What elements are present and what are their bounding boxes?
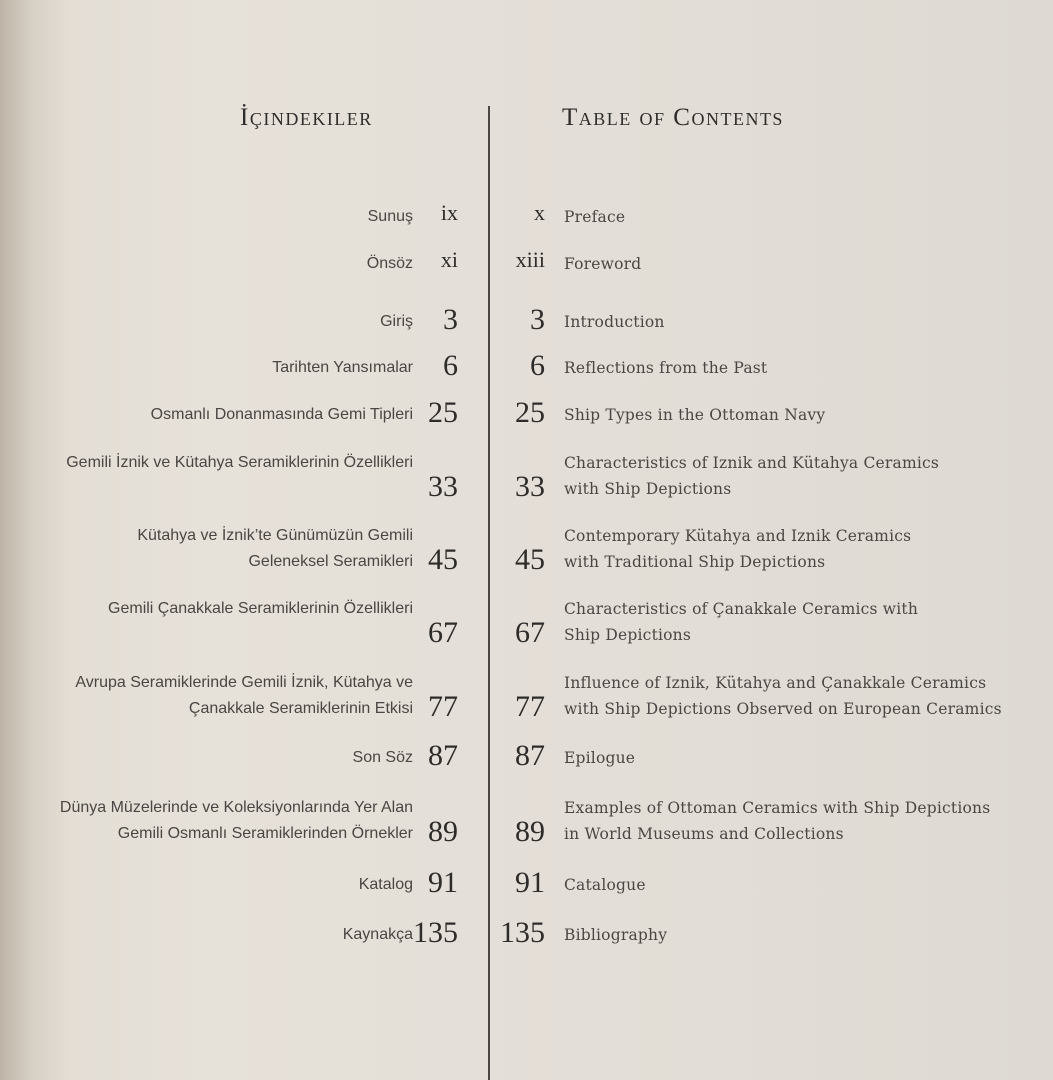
page-number-english: 67 <box>515 616 545 649</box>
toc-title-turkish <box>367 251 413 277</box>
title-line: Catalogue <box>564 876 646 894</box>
toc-title-english <box>564 251 641 277</box>
page-number-turkish: 67 <box>428 616 458 649</box>
page-number-turkish: 33 <box>428 470 458 503</box>
title-line: Characteristics of Çanakkale Ceramics with <box>564 600 919 618</box>
heading-turkish: İçindekiler <box>240 104 373 131</box>
toc-title-english <box>564 523 911 575</box>
title-line: Gemili İznik ve Kütahya Seramiklerinin Özellikleri <box>66 454 413 471</box>
page-number-turkish: 91 <box>428 866 458 899</box>
page-number-english: 3 <box>530 303 545 336</box>
title-line: Kütahya ve İznik’te Günümüzün Gemili <box>137 527 413 544</box>
title-line: Gemili Osmanlı Seramiklerinden Örnekler <box>117 825 413 842</box>
title-line: with Ship Depictions <box>564 480 732 498</box>
toc-title-english <box>564 922 667 948</box>
column-divider <box>488 106 490 1080</box>
page-number-english: 77 <box>515 690 545 723</box>
page-number-english: xiii <box>515 247 545 272</box>
toc-title-english <box>564 355 767 381</box>
toc-title-english <box>564 596 918 648</box>
page-number-turkish: 89 <box>428 815 458 848</box>
title-line: Ship Depictions <box>564 626 692 644</box>
toc-title-turkish <box>353 745 413 771</box>
page-number-english: 89 <box>515 815 545 848</box>
toc-title-turkish <box>108 596 413 622</box>
page-number-turkish: 87 <box>428 739 458 772</box>
heading-english: Table of Contents <box>562 104 784 131</box>
toc-title-english <box>564 795 990 847</box>
page-number-english: 25 <box>515 396 545 429</box>
page-number-english: 33 <box>515 470 545 503</box>
page-number-turkish: ix <box>440 200 458 225</box>
toc-title-english <box>564 204 625 230</box>
page-number-english: 6 <box>530 349 545 382</box>
page-number-turkish: 25 <box>428 396 458 429</box>
title-line: Osmanlı Donanmasında Gemi Tipleri <box>150 406 413 423</box>
toc-title-english <box>564 402 825 428</box>
title-line: Contemporary Kütahya and Iznik Ceramics <box>564 527 912 545</box>
page-number-turkish: xi <box>440 247 458 272</box>
toc-title-turkish <box>75 670 413 722</box>
title-line: Dünya Müzelerinde ve Koleksiyonlarında Yer Alan <box>59 799 413 816</box>
page-number-english: 87 <box>515 739 545 772</box>
title-line: Giriş <box>380 313 413 330</box>
toc-title-english <box>564 309 665 335</box>
toc-title-turkish <box>368 204 413 230</box>
toc-title-turkish <box>60 795 413 847</box>
page-number-turkish: 45 <box>428 543 458 576</box>
toc-title-turkish <box>151 402 413 428</box>
page-number-turkish: 135 <box>413 916 458 949</box>
title-line: Examples of Ottoman Ceramics with Ship Depictions <box>564 799 991 817</box>
title-line: Önsöz <box>366 255 413 272</box>
title-line: Avrupa Seramiklerinde Gemili İznik, Kütahya ve <box>75 674 413 691</box>
toc-title-turkish <box>272 355 413 381</box>
page-number-turkish: 77 <box>428 690 458 723</box>
page-number-english: 91 <box>515 866 545 899</box>
toc-title-english <box>564 450 939 502</box>
toc-title-turkish <box>380 309 413 335</box>
title-line: Kaynakça <box>342 926 413 943</box>
title-line: Sunuş <box>367 208 413 225</box>
page-number-turkish: 3 <box>443 303 458 336</box>
title-line: Ship Types in the Ottoman Navy <box>564 406 826 424</box>
toc-title-english <box>564 670 1002 722</box>
title-line: Characteristics of Iznik and Kütahya Ceramics <box>564 454 940 472</box>
page-number-turkish: 6 <box>443 349 458 382</box>
title-line: Foreword <box>564 255 642 273</box>
title-line: Influence of Iznik, Kütahya and Çanakkale Ceramics <box>564 674 987 692</box>
title-line: Katalog <box>358 876 413 893</box>
title-line: Bibliography <box>564 926 668 944</box>
toc-title-turkish <box>359 872 413 898</box>
title-line: with Traditional Ship Depictions <box>564 553 826 571</box>
title-line: Gemili Çanakkale Seramiklerinin Özellikleri <box>108 600 413 617</box>
toc-title-english <box>564 745 635 771</box>
title-line: Tarihten Yansımalar <box>272 359 413 376</box>
title-line: Son Söz <box>352 749 413 766</box>
title-line: Çanakkale Seramiklerinin Etkisi <box>188 700 413 717</box>
title-line: Epilogue <box>564 749 636 767</box>
toc-title-english <box>564 872 646 898</box>
page-number-english: x <box>534 200 545 225</box>
title-line: Introduction <box>564 313 665 331</box>
title-line: with Ship Depictions Observed on European Ceramics <box>564 700 1002 718</box>
title-line: Reflections from the Past <box>564 359 768 377</box>
page-number-english: 135 <box>500 916 545 949</box>
title-line: Geleneksel Seramikleri <box>248 553 413 570</box>
toc-title-turkish <box>137 523 413 575</box>
toc-title-turkish <box>66 450 413 476</box>
toc-title-turkish <box>343 922 413 948</box>
title-line: Preface <box>564 208 626 226</box>
page-number-english: 45 <box>515 543 545 576</box>
title-line: in World Museums and Collections <box>564 825 844 843</box>
